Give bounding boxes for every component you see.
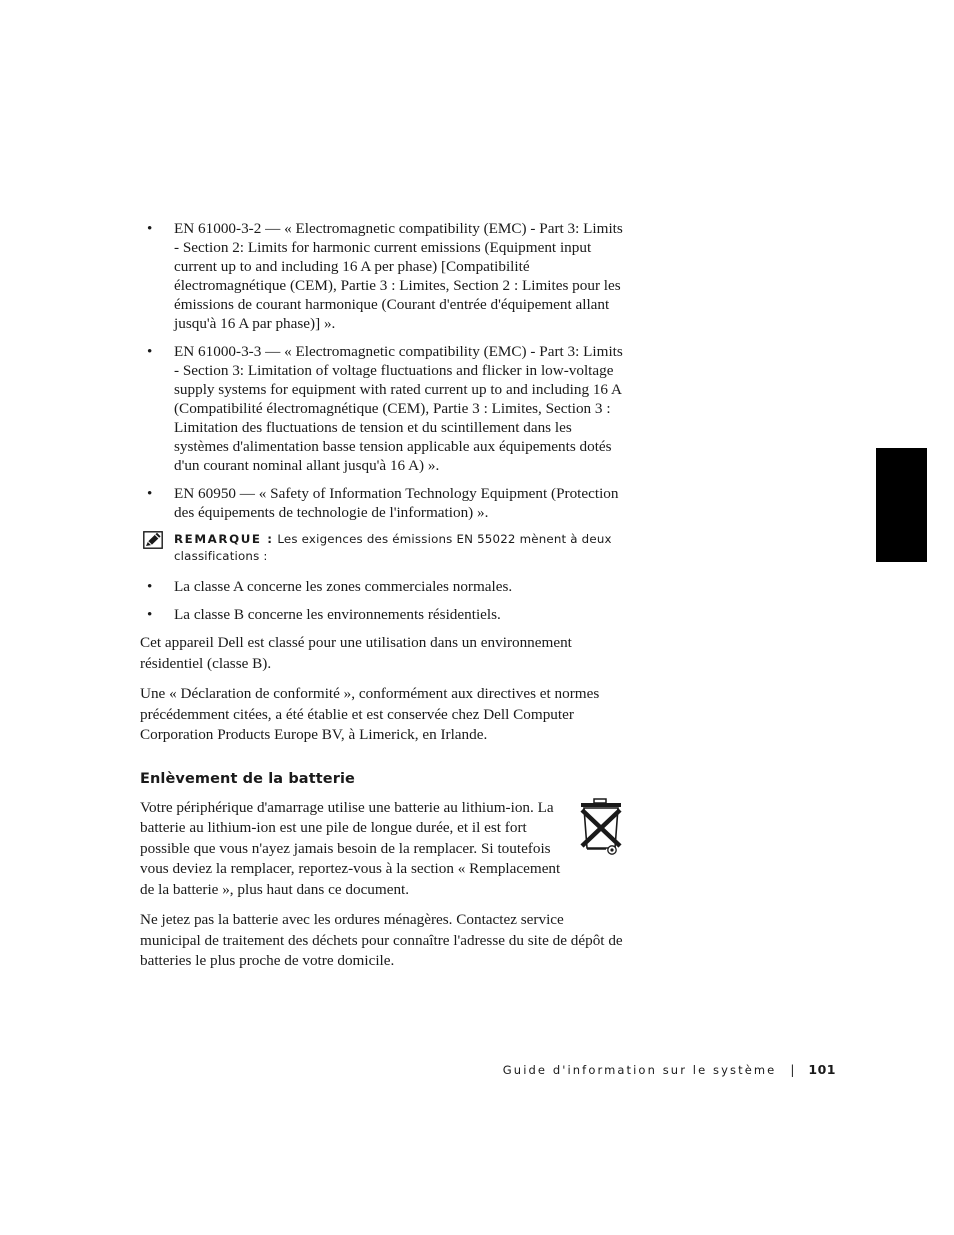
list-item-text: La classe A concerne les zones commerciales normales. — [174, 578, 513, 595]
list-item-text: EN 61000-3-2 — « Electromagnetic compatibility (EMC) - Part 3: Limits - Section 2: Limits for harmonic current emissions (Equipment input current up to and including 16 A per phase) [Compatibilité électromagnétique (CEM), Partie 3 : Limites, Section 2 : Limites pour les émissions de courant harmonique (Courant d'entrée d'équipement allant jusqu'à 16 A par phase)] ». — [174, 220, 623, 332]
battery-paragraph: Votre périphérique d'amarrage utilise une batterie au lithium-ion. La batterie au lithium-ion est une pile de longue durée, et il est fort possible que vous n'ayez jamais besoin de la remplacer. Si toutefois vous deviez la remplacer, reportez-vous à la section « Remplacement de la batterie », plus haut dans ce document. — [140, 798, 561, 898]
footer-separator: | — [790, 1062, 795, 1077]
disposal-paragraph: Ne jetez pas la batterie avec les ordures ménagères. Contactez service municipal de traitement des déchets pour connaître l'adresse du site de dépôt de batteries le plus proche de votre domicile. — [140, 911, 623, 969]
crossed-out-wheelie-bin-icon — [576, 798, 626, 856]
battery-section — [140, 798, 628, 901]
page-footer — [503, 1062, 836, 1077]
list-item — [140, 605, 628, 624]
page-number: 101 — [808, 1062, 836, 1077]
bullet-glyph: • — [147, 485, 153, 502]
bullet-glyph: • — [147, 220, 153, 237]
list-item — [140, 577, 628, 596]
page-content — [140, 219, 628, 982]
bullet-glyph: • — [147, 343, 153, 360]
list-item — [140, 219, 628, 333]
standards-list — [140, 219, 628, 522]
note-label: REMARQUE : — [174, 532, 274, 546]
conformity-paragraph: Une « Déclaration de conformité », conformément aux directives et normes précédemment citées, a été établie et est conservée chez Dell Computer Corporation Products Europe BV, à Limerick, en Irlande. — [140, 685, 600, 743]
note-block — [140, 531, 628, 565]
bullet-glyph: • — [147, 606, 153, 623]
list-item-text: EN 60950 — « Safety of Information Technology Equipment (Protection des équipements de technologie de l'information) ». — [174, 485, 619, 521]
classes-list — [140, 577, 628, 624]
bullet-glyph: • — [147, 578, 153, 595]
list-item — [140, 342, 628, 475]
list-item-text: EN 61000-3-3 — « Electromagnetic compatibility (EMC) - Part 3: Limits - Section 3: Limitation of voltage fluctuations and flicker in low-voltage supply systems for equipment with rated current up to and including 16 A (Compatibilité électromagnétique (CEM), Partie 3 : Limites, Section 3 : Limitation des fluctuations de tension et du scintillement dans les systèmes d'alimentation basse tension applicable aux équipements dotés d'un courant nominal allant jusqu'à 16 A) ». — [174, 343, 623, 474]
note-pencil-icon — [143, 531, 163, 549]
chapter-tab — [876, 448, 927, 562]
note-text: Les exigences des émissions EN 55022 mènent à deux classifications : — [174, 532, 612, 563]
footer-guide-title: Guide d'information sur le système — [502, 1062, 777, 1077]
list-item — [140, 484, 628, 522]
section-heading: Enlèvement de la batterie — [140, 770, 355, 787]
list-item-text: La classe B concerne les environnements résidentiels. — [174, 606, 501, 623]
classification-paragraph: Cet appareil Dell est classé pour une utilisation dans un environnement résidentiel (classe B). — [140, 634, 572, 672]
